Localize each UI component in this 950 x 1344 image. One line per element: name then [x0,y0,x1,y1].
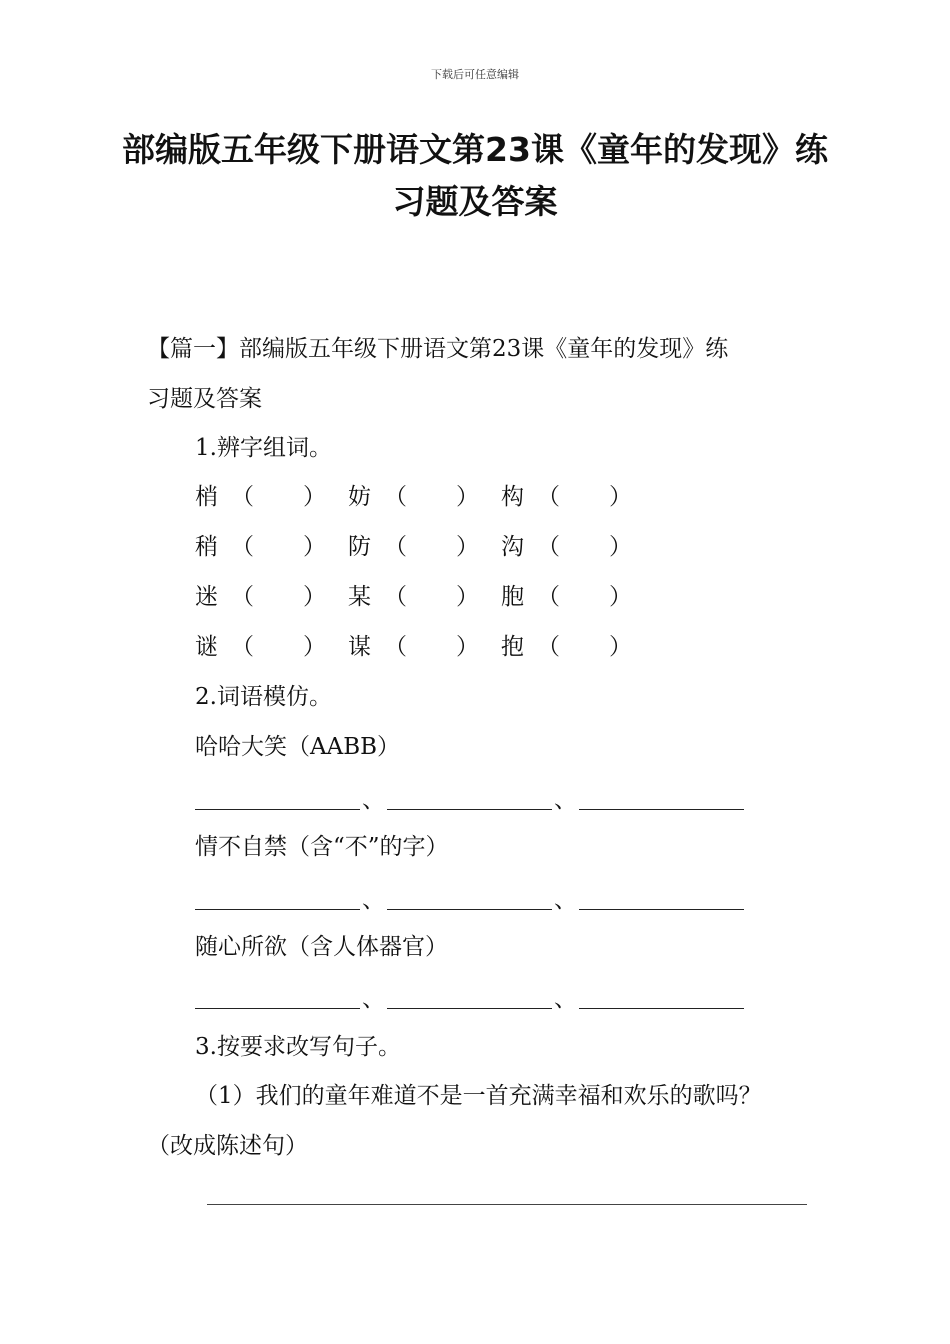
char-cell [348,532,501,582]
paren-right: ） [303,484,326,510]
paren-left: （ [537,534,560,560]
q3-sub1-line1: （1）我们的童年难道不是一首充满幸福和欢乐的歌吗？ [195,1083,762,1109]
paren-right: ） [303,584,326,610]
char: 迷 [195,584,218,610]
char-row [195,482,654,532]
char: 抱 [501,634,524,660]
paren-right: ） [609,484,632,510]
question-1-label: 1.辨字组词。 [195,435,332,461]
answer-blank[interactable] [195,909,360,910]
paren-left: （ [384,634,407,660]
char-row [195,582,654,632]
question-3-label: 3.按要求改写句子。 [195,1034,401,1060]
separator: 、 [554,787,577,813]
char: 梢 [195,484,218,510]
paren-right: ） [456,584,479,610]
char-cell [195,532,348,582]
char-cell [348,482,501,532]
paren-right: ） [456,634,479,660]
answer-blank[interactable] [195,1008,360,1009]
char-cell [348,582,501,632]
paren-left: （ [384,484,407,510]
paren-left: （ [384,534,407,560]
char: 胞 [501,584,524,610]
paren-right: ） [303,634,326,660]
answer-blank[interactable] [387,809,552,810]
answer-line[interactable] [207,1204,807,1205]
document-title: 部编版五年级下册语文第23课《童年的发现》练习题及答案 [122,130,828,221]
section-heading-line1: 【篇一】部编版五年级下册语文第23课《童年的发现》练 [147,336,729,362]
answer-blank[interactable] [579,909,744,910]
char-row [195,532,654,582]
separator: 、 [362,787,385,813]
answer-blank[interactable] [195,809,360,810]
paren-left: （ [537,584,560,610]
paren-right: ） [609,534,632,560]
char-cell [501,482,654,532]
paren-left: （ [384,584,407,610]
answer-blank[interactable] [579,1008,744,1009]
separator: 、 [554,887,577,913]
answer-blank[interactable] [387,1008,552,1009]
char-cell [348,632,501,682]
char: 沟 [501,534,524,560]
char-cell [501,582,654,632]
paren-left: （ [231,534,254,560]
char: 妨 [348,484,371,510]
paren-left: （ [231,634,254,660]
char-cell [195,632,348,682]
char: 谜 [195,634,218,660]
question-2-label: 2.词语模仿。 [195,684,332,710]
paren-right: ） [456,534,479,560]
char: 构 [501,484,524,510]
paren-right: ） [609,634,632,660]
answer-blank[interactable] [387,909,552,910]
paren-right: ） [609,584,632,610]
q2-item-1: 哈哈大笑（AABB） [195,734,401,760]
char: 稍 [195,534,218,560]
q2-item-3: 随心所欲（含人体器官） [195,934,448,960]
paren-left: （ [537,634,560,660]
paren-right: ） [456,484,479,510]
char: 某 [348,584,371,610]
section-heading-line2: 习题及答案 [147,386,262,412]
char: 谋 [348,634,371,660]
header-note: 下载后可任意编辑 [431,68,519,81]
char-cell [501,532,654,582]
char-cell [195,482,348,532]
separator: 、 [362,887,385,913]
char: 防 [348,534,371,560]
paren-right: ） [303,534,326,560]
paren-left: （ [231,484,254,510]
paren-left: （ [537,484,560,510]
char-cell [195,582,348,632]
q3-sub1-line2: （改成陈述句） [147,1133,308,1159]
separator: 、 [554,986,577,1012]
answer-blank[interactable] [579,809,744,810]
separator: 、 [362,986,385,1012]
char-group-grid [195,482,654,682]
char-row [195,632,654,682]
paren-left: （ [231,584,254,610]
q2-item-2: 情不自禁（含“不”的字） [195,834,449,860]
char-cell [501,632,654,682]
